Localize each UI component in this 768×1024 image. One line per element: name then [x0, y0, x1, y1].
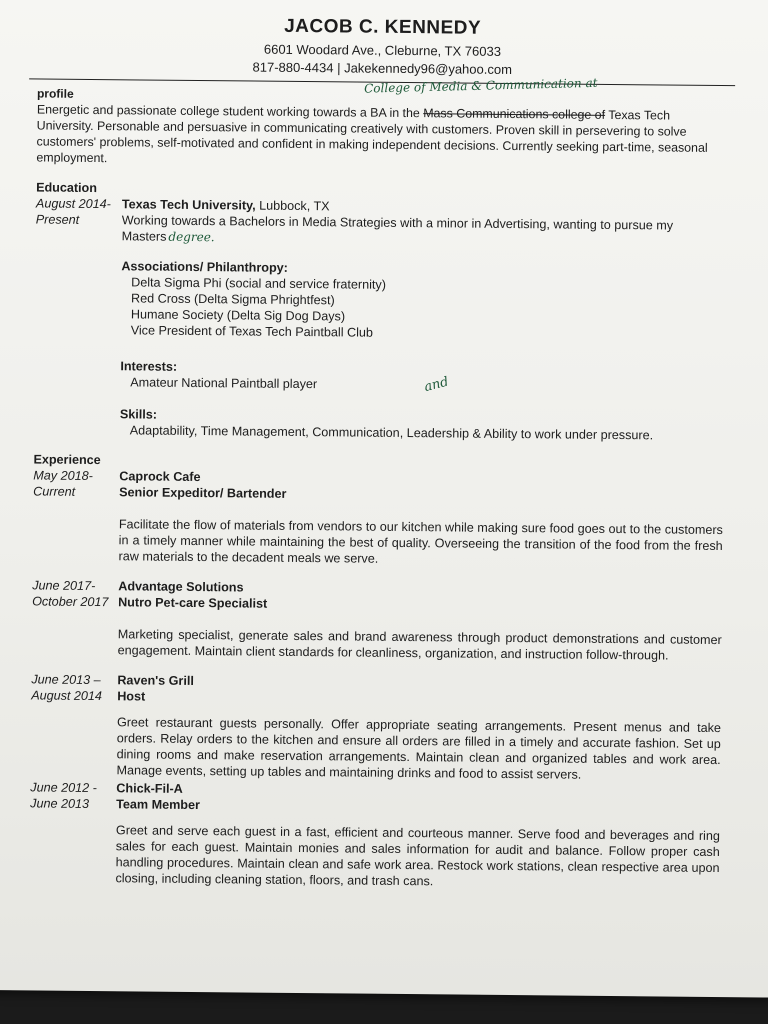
job-date-start: June 2012 - [30, 780, 97, 796]
job-role: Nutro Pet-care Specialist [118, 595, 268, 611]
job-company: Advantage Solutions [118, 579, 244, 595]
struck-text: Mass Communications college of [423, 106, 606, 122]
job-description: Greet restaurant guests personally. Offer appropriate seating arrangements. Present menus and take orders. Relay orders to the kitchen and ensure all orders are filled in a timely and accurate fashion. Set up dining rooms and make reservation arrangements. Maintain clean and organized tables and work area. Manage events, setting up tables and maintaining drinks and food to assist servers. [116, 715, 722, 782]
job-role: Senior Expeditor/ Bartender [119, 485, 287, 501]
experience-title: Experience [33, 452, 101, 468]
job-dates [29, 779, 116, 886]
education-date-end: Present [35, 212, 80, 227]
applicant-name: JACOB C. KENNEDY [284, 15, 482, 39]
profile-text [36, 101, 727, 172]
job-entry [32, 577, 723, 664]
association-item: Red Cross (Delta Sigma Phrightfest) [130, 291, 335, 308]
profile-text-end: Texas Tech University. Personable and persuasive in communicating creatively with customers. Proven skill in persevering to solve customers' problems, self-motivated and confident in making independent decisions. Currently seeking part-time, seasonal employment. [36, 107, 708, 166]
job-role: Host [117, 689, 146, 704]
job-role: Team Member [116, 797, 201, 813]
job-entry [29, 779, 720, 892]
education-content [120, 180, 726, 444]
job-company: Chick-Fil-A [116, 781, 183, 796]
job-entry [30, 671, 721, 784]
interests-text: Amateur National Paintball player [130, 375, 318, 392]
education-description [122, 212, 726, 250]
job-date-end: Current [33, 484, 76, 499]
contact-line: 817-880-4434 | Jakekennedy96@yahoo.com [252, 59, 513, 78]
job-content [118, 578, 723, 664]
job-dates [30, 671, 117, 778]
job-company: Raven's Grill [117, 673, 194, 688]
job-date-start: May 2018- [33, 468, 93, 484]
association-item: Humane Society (Delta Sig Dog Days) [130, 307, 346, 324]
job-date-start: June 2017- [32, 578, 96, 594]
job-entry [32, 467, 723, 570]
skills-text: Adaptability, Time Management, Communication, Leadership & Ability to work under pressure. [129, 423, 654, 443]
associations-list [121, 274, 726, 344]
interests-title: Interests: [120, 359, 178, 374]
address-line: 6601 Woodard Ave., Cleburne, TX 76033 [263, 41, 502, 59]
education-date-start: August 2014- [35, 196, 111, 212]
job-description: Marketing specialist, generate sales and brand awareness through product demonstrations and customer engagement. Maintain client standards for cleanliness, organization, and instruction follow-through. [117, 627, 722, 663]
job-date-end: August 2014 [31, 688, 103, 704]
skills-title: Skills: [119, 407, 158, 422]
education-title: Education [36, 180, 98, 196]
handwritten-degree: degree. [168, 229, 215, 245]
profile-text-start: Energetic and passionate college student working towards a BA in the [36, 102, 424, 121]
association-item: Vice President of Texas Tech Paintball Club [130, 323, 374, 340]
job-date-start: June 2013 – [31, 672, 101, 688]
handwritten-college-note: College of Media & Communication at [363, 75, 598, 96]
job-content [118, 468, 723, 570]
school-location: Lubbock, TX [255, 198, 330, 214]
job-dates [32, 467, 119, 564]
handwritten-and: and [422, 374, 451, 396]
job-description: Facilitate the flow of materials from vendors to our kitchen while making sure food goes out to the customers in a timely manner while maintaining the best of quality. Overseeing the transition of the food from the fresh raw materials to the decadent meals we serve. [118, 517, 723, 566]
school-name: Texas Tech University, [121, 197, 256, 213]
education-section [34, 179, 726, 444]
job-dates [32, 577, 119, 658]
resume-document [29, 16, 727, 892]
job-description: Greet and serve each guest in a fast, efficient and courteous manner. Serve food and beverages and ring sales for each guest. Maintain monies and sales information for audit and balance. Follow proper cash handling procedures. Maintain clean and safe work area. Restock work stations, clean respective area upon closing, including cleaning station, floors, and trash cans. [115, 823, 720, 889]
resume-header [37, 16, 728, 81]
job-date-end: June 2013 [30, 796, 90, 811]
education-title-col [34, 179, 122, 438]
job-content [116, 672, 721, 784]
job-company: Caprock Cafe [119, 469, 201, 485]
job-content [115, 780, 720, 892]
education-description-text: Working towards a Bachelors in Media Strategies with a minor in Advertising, wanting to pursue my Masters [121, 213, 674, 244]
profile-label: profile [36, 86, 74, 101]
job-date-end: October 2017 [32, 594, 109, 610]
association-item: Delta Sigma Phi (social and service fraternity) [131, 275, 387, 292]
associations-title: Associations/ Philanthropy: [121, 259, 288, 275]
